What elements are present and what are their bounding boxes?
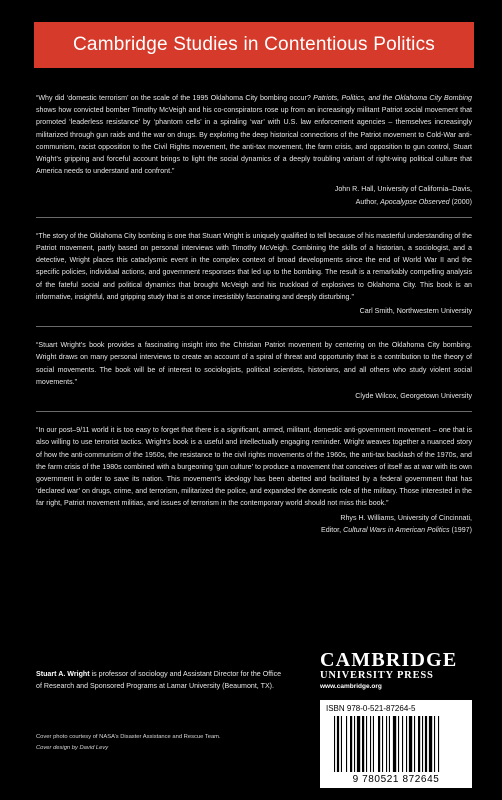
- review-attribution-4: [36, 512, 472, 536]
- reviewer-name: John R. Hall, University of California–Davis,: [334, 185, 472, 194]
- barcode-bar: [425, 716, 427, 772]
- barcode-bar: [337, 716, 339, 772]
- barcode-bar: [362, 716, 364, 772]
- review-text: shows how convicted bomber Timothy McVeigh and his co-conspirators rose up from an increasingly militant Patriot social movement that promoted ‘leaderless resistance’ by ‘phantom cells’ in a spiraling ‘war’ with U.S. law enforcement agencies – themselves increasingly militarized through gun raids and the war on drugs. By exploring the deep historical connections of the Patriot movement to Cold-War anti-communism, racist opposition to the Civil Rights movement, the anti-tax movement, the farm crisis, and opposition to gun control, Stuart Wright’s gripping and forceful account brings to light the social dynamics of a deeply troubling variant of right-wing political culture that America needs to understand and confront.”: [36, 106, 472, 176]
- cover-credits: [36, 732, 286, 754]
- divider: [36, 326, 472, 327]
- reviewer-book-year: (1997): [449, 525, 472, 534]
- barcode-bar: [434, 716, 435, 772]
- barcode-bar: [389, 716, 390, 772]
- barcode-bar: [393, 716, 396, 772]
- bottom-section: [36, 650, 472, 790]
- barcode-bar: [373, 716, 374, 772]
- design-credit: Cover design by David Levy: [36, 745, 109, 751]
- barcode-bar: [334, 716, 335, 772]
- reviewer-role: Editor,: [320, 525, 344, 534]
- barcode-bar: [414, 716, 415, 772]
- reviewer-role: Author,: [355, 197, 381, 206]
- barcode-bar: [346, 716, 347, 772]
- review-quote-1: [36, 92, 472, 177]
- author-name: Stuart A. Wright: [36, 670, 90, 678]
- barcode-bar: [429, 716, 432, 772]
- isbn-label: ISBN 978-0-521-87264-5: [326, 704, 416, 713]
- review-attribution-3: Clyde Wilcox, Georgetown University: [355, 392, 472, 401]
- reviewer-book-title: Cultural Wars in American Politics: [343, 525, 450, 534]
- publisher-subname: UNIVERSITY PRESS: [320, 670, 434, 681]
- review-quote-4: “In our post–9/11 world it is too easy to forget that there is a significant, armed, militant, domestic anti-government movement – one that is also willing to use terrorist tactics. Wright’s book is a useful and intellectually engaging reminder. Wright weaves together a nuanced story of how the anti-communism of the 1950s, the resistance to the civil rights movements of the 1960s, the anti-tax backlash of the 1970s, and the farm crisis of the 1980s combined with a burgeoning ‘gun culture’ to produce a movement that conceives of itself as at war with its own government in order to save its nation. This movement’s ideology has been abetted and facilitated by a federal government that has ‘declared war’ on drugs, crime, and terrorism, militarized the police, and expanded the domestic role of the military. Those interested in the far right, Patriot movement militias, and issues of terrorism in the contemporary world should not miss this book.”: [36, 426, 472, 508]
- barcode-bar: [382, 716, 383, 772]
- barcode-bar: [402, 716, 403, 772]
- barcode-bar: [378, 716, 380, 772]
- barcode-bar: [370, 716, 371, 772]
- author-bio: [36, 668, 286, 692]
- barcode-bar: [357, 716, 360, 772]
- series-title: Cambridge Studies in Contentious Politics: [73, 34, 435, 55]
- barcode-bar: [422, 716, 423, 772]
- barcode-bar: [366, 716, 367, 772]
- barcode-bar: [341, 716, 342, 772]
- review-text: “Why did ‘domestic terrorism’ on the scale of the 1995 Oklahoma City bombing occur?: [36, 94, 314, 102]
- divider: [36, 411, 472, 412]
- barcode-box: [320, 700, 472, 788]
- publisher-url: www.cambridge.org: [320, 683, 382, 690]
- barcode-bar: [409, 716, 412, 772]
- review-quote-3: “Stuart Wright’s book provides a fascinating insight into the Christian Patriot movement by centering on the Oklahoma City bombing. Wright draws on many personal interviews to create an account of a spiral of threat and opportunity that is a contribution to the theory of social movements. The book will be of interest to sociologists, political scientists, historians, and all others who study violent social movements.”: [36, 341, 472, 386]
- book-title: Patriots, Politics, and the Oklahoma City Bombing: [313, 94, 472, 102]
- barcode-bar: [398, 716, 399, 772]
- barcode-bar: [354, 716, 355, 772]
- reviewer-book-year: (2000): [449, 197, 472, 206]
- publisher-logo: [320, 650, 472, 692]
- photo-credit: Cover photo courtesy of NASA’s Disaster Assistance and Rescue Team.: [36, 734, 221, 740]
- reviewer-name: Rhys H. Williams, University of Cincinnati,: [340, 513, 472, 522]
- barcode-bar: [406, 716, 407, 772]
- barcode-digits: 9 780521 872645: [352, 774, 440, 785]
- publisher-name: CAMBRIDGE: [320, 649, 458, 671]
- review-attribution-2: Carl Smith, Northwestern University: [359, 307, 472, 316]
- divider: [36, 217, 472, 218]
- barcode: [326, 716, 466, 774]
- barcode-bar: [418, 716, 420, 772]
- reviewer-book-title: Apocalypse Observed: [380, 197, 450, 206]
- author-bio-text: is professor of sociology and Assistant Director for the Office of Research and Sponsored Programs at Lamar University (Beaumont, TX).: [36, 670, 282, 690]
- review-attribution-1: [36, 183, 472, 207]
- reviews-section: [36, 92, 472, 536]
- barcode-bar: [386, 716, 387, 772]
- barcode-bar: [438, 716, 439, 772]
- review-quote-2: “The story of the Oklahoma City bombing is one that Stuart Wright is uniquely qualified to tell because of his masterful understanding of the Patriot movement, partly based on personal interviews with Timothy McVeigh. Combining the skills of a historian, a sociologist, and a detective, Wright places this cataclysmic event in the complex context of broad developments since the end of World War II and the specific policies, individual actions, and government responses that led up to the bombing. The result is a remarkably compelling analysis of the fateful social and political dynamics that brought McVeigh and his truckload of explosives to Oklahoma City. This book is an informative, insightful, and gripping study that is at once irresistibly fascinating and deeply disturbing.”: [36, 231, 472, 301]
- series-banner: [34, 22, 474, 68]
- barcode-bar: [350, 716, 352, 772]
